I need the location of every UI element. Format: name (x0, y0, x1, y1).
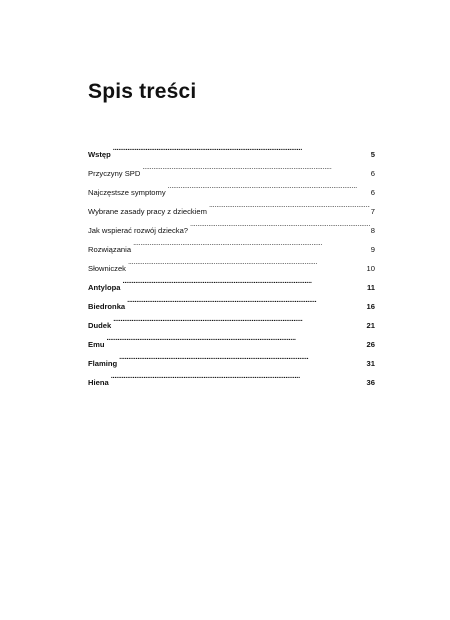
toc-entry-page: 10 (366, 264, 375, 273)
dot-leader (209, 195, 370, 214)
toc-entry-slowniczek[interactable] (88, 252, 375, 271)
dot-leader (168, 176, 370, 195)
toc-entry-label: Dudek (88, 321, 112, 330)
toc-entry-page: 6 (370, 188, 375, 197)
toc-entry-antylopa[interactable] (88, 271, 375, 290)
page-title: Spis treści (88, 80, 197, 103)
dot-leader (113, 138, 370, 157)
dot-leader (128, 252, 366, 271)
toc-entry-wstep[interactable] (88, 138, 375, 157)
toc-entry-label: Przyczyny SPD (88, 169, 141, 178)
toc-entry-dudek[interactable] (88, 309, 375, 328)
toc-entry-label: Hiena (88, 378, 109, 387)
dot-leader (190, 214, 370, 233)
toc-entry-label: Flaming (88, 359, 118, 368)
toc-entry-label: Wybrane zasady pracy z dzieckiem (88, 207, 207, 216)
dot-leader (133, 233, 370, 252)
toc-entry-page: 16 (366, 302, 375, 311)
toc-entry-page: 36 (366, 378, 375, 387)
toc-entry-page: 5 (370, 150, 375, 159)
toc-entry-page: 31 (366, 359, 375, 368)
dot-leader (106, 328, 365, 347)
toc-entry-page: 9 (370, 245, 375, 254)
dot-leader (142, 157, 369, 176)
toc-entry-page: 6 (370, 169, 375, 178)
toc-entry-flaming[interactable] (88, 347, 375, 366)
toc-entry-label: Wstęp (88, 150, 111, 159)
dot-leader (113, 309, 365, 328)
table-of-contents (88, 138, 375, 385)
toc-entry-emu[interactable] (88, 328, 375, 347)
dot-leader (123, 271, 366, 290)
toc-entry-page: 11 (366, 283, 375, 292)
toc-entry-label: Najczęstsze symptomy (88, 188, 166, 197)
dot-leader (119, 347, 365, 366)
toc-entry-page: 8 (370, 226, 375, 235)
toc-entry-label: Słowniczek (88, 264, 126, 273)
toc-entry-page: 7 (370, 207, 375, 216)
dot-leader (127, 290, 365, 309)
toc-entry-hiena[interactable] (88, 366, 375, 385)
toc-entry-page: 21 (366, 321, 375, 330)
dot-leader (111, 366, 366, 385)
toc-entry-label: Jak wspierać rozwój dziecka? (88, 226, 189, 235)
toc-entry-label: Emu (88, 340, 105, 349)
toc-entry-label: Antylopa (88, 283, 121, 292)
toc-entry-biedronka[interactable] (88, 290, 375, 309)
toc-entry-przyczyny-spd[interactable] (88, 157, 375, 176)
toc-entry-label: Rozwiązania (88, 245, 132, 254)
toc-entry-page: 26 (366, 340, 375, 349)
toc-entry-label: Biedronka (88, 302, 126, 311)
